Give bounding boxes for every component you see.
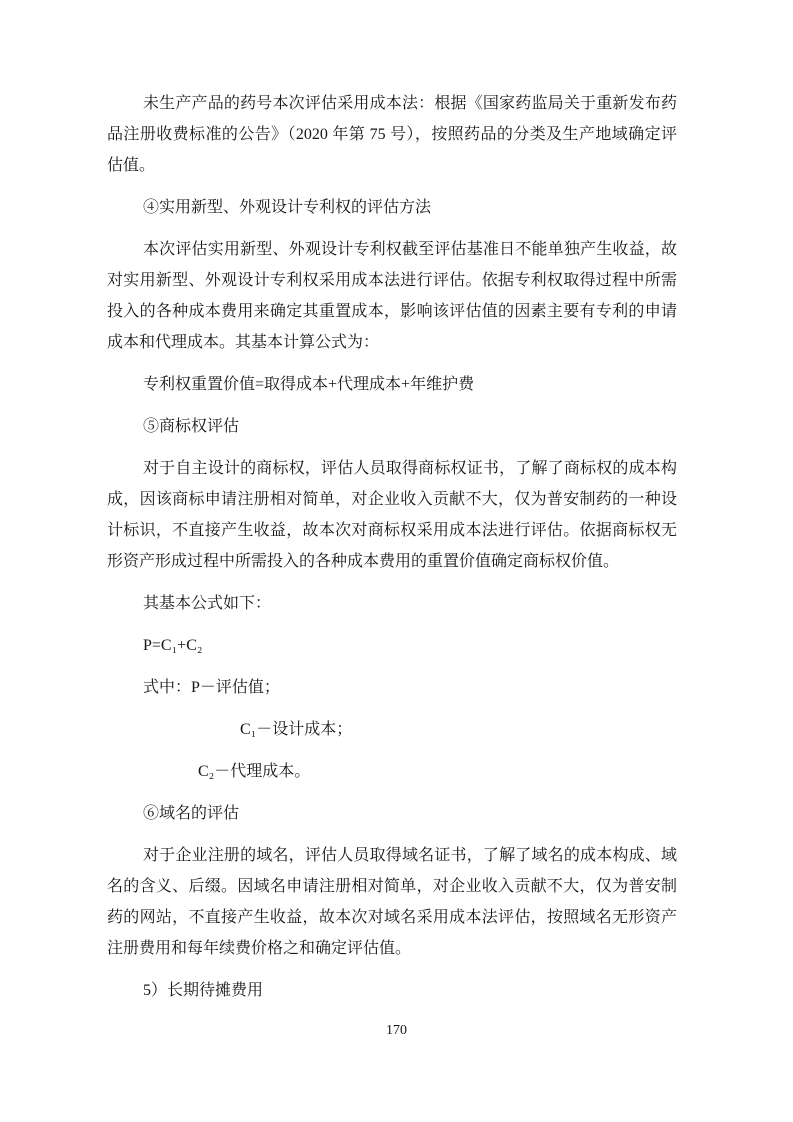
- formula-legend-c2: C₂－代理成本。: [198, 763, 311, 780]
- heading-domain-name-evaluation: ⑥域名的评估: [143, 805, 240, 822]
- paragraph-domain-name-evaluation: 对于企业注册的域名，评估人员取得域名证书，了解了域名的成本构成、域名的含义、后缀。因域名申请注册相对简单，对企业收入贡献不大，仅为普安制药的网站，不直接产生收益，故本次对域名采用成本法评估，按照域名无形资产注册费用和每年续费价格之和确定评估值。: [107, 847, 677, 957]
- formula-trademark: P=C₁+C₂: [143, 637, 203, 654]
- paragraph-unproduced-drug-cost-method: 未生产产品的药号本次评估采用成本法：根据《国家药监局关于重新发布药品注册收费标准的公告》（2020 年第 75 号），按照药品的分类及生产地域确定评估值。: [107, 95, 677, 174]
- formula-patent-replacement-value: 专利权重置价值=取得成本+代理成本+年维护费: [143, 376, 475, 393]
- formula-legend-p: 式中：P－评估值；: [143, 679, 280, 696]
- heading-patent-evaluation-method: ④实用新型、外观设计专利权的评估方法: [143, 199, 432, 216]
- page-number: 170: [386, 1023, 407, 1038]
- paragraph-patent-evaluation: 本次评估实用新型、外观设计专利权截至评估基准日不能单独产生收益，故对实用新型、外观设计专利权采用成本法进行评估。依据专利权取得过程中所需投入的各种成本费用来确定其重置成本，影响该评估值的因素主要有专利的申请成本和代理成本。其基本计算公式为：: [107, 241, 677, 351]
- heading-long-term-deferred-expenses: 5）长期待摊费用: [143, 982, 264, 999]
- formula-intro-line: 其基本公式如下：: [143, 595, 272, 612]
- document-body: [107, 88, 677, 1017]
- paragraph-trademark-evaluation: 对于自主设计的商标权，评估人员取得商标权证书，了解了商标权的成本构成，因该商标申请注册相对简单，对企业收入贡献不大，仅为普安制药的一种设计标识，不直接产生收益，故本次对商标权采用成本法进行评估。依据商标权无形资产形成过程中所需投入的各种成本费用的重置价值确定商标权价值。: [107, 460, 677, 570]
- formula-legend-c1: C₁－设计成本；: [240, 721, 353, 738]
- heading-trademark-evaluation: ⑤商标权评估: [143, 418, 240, 435]
